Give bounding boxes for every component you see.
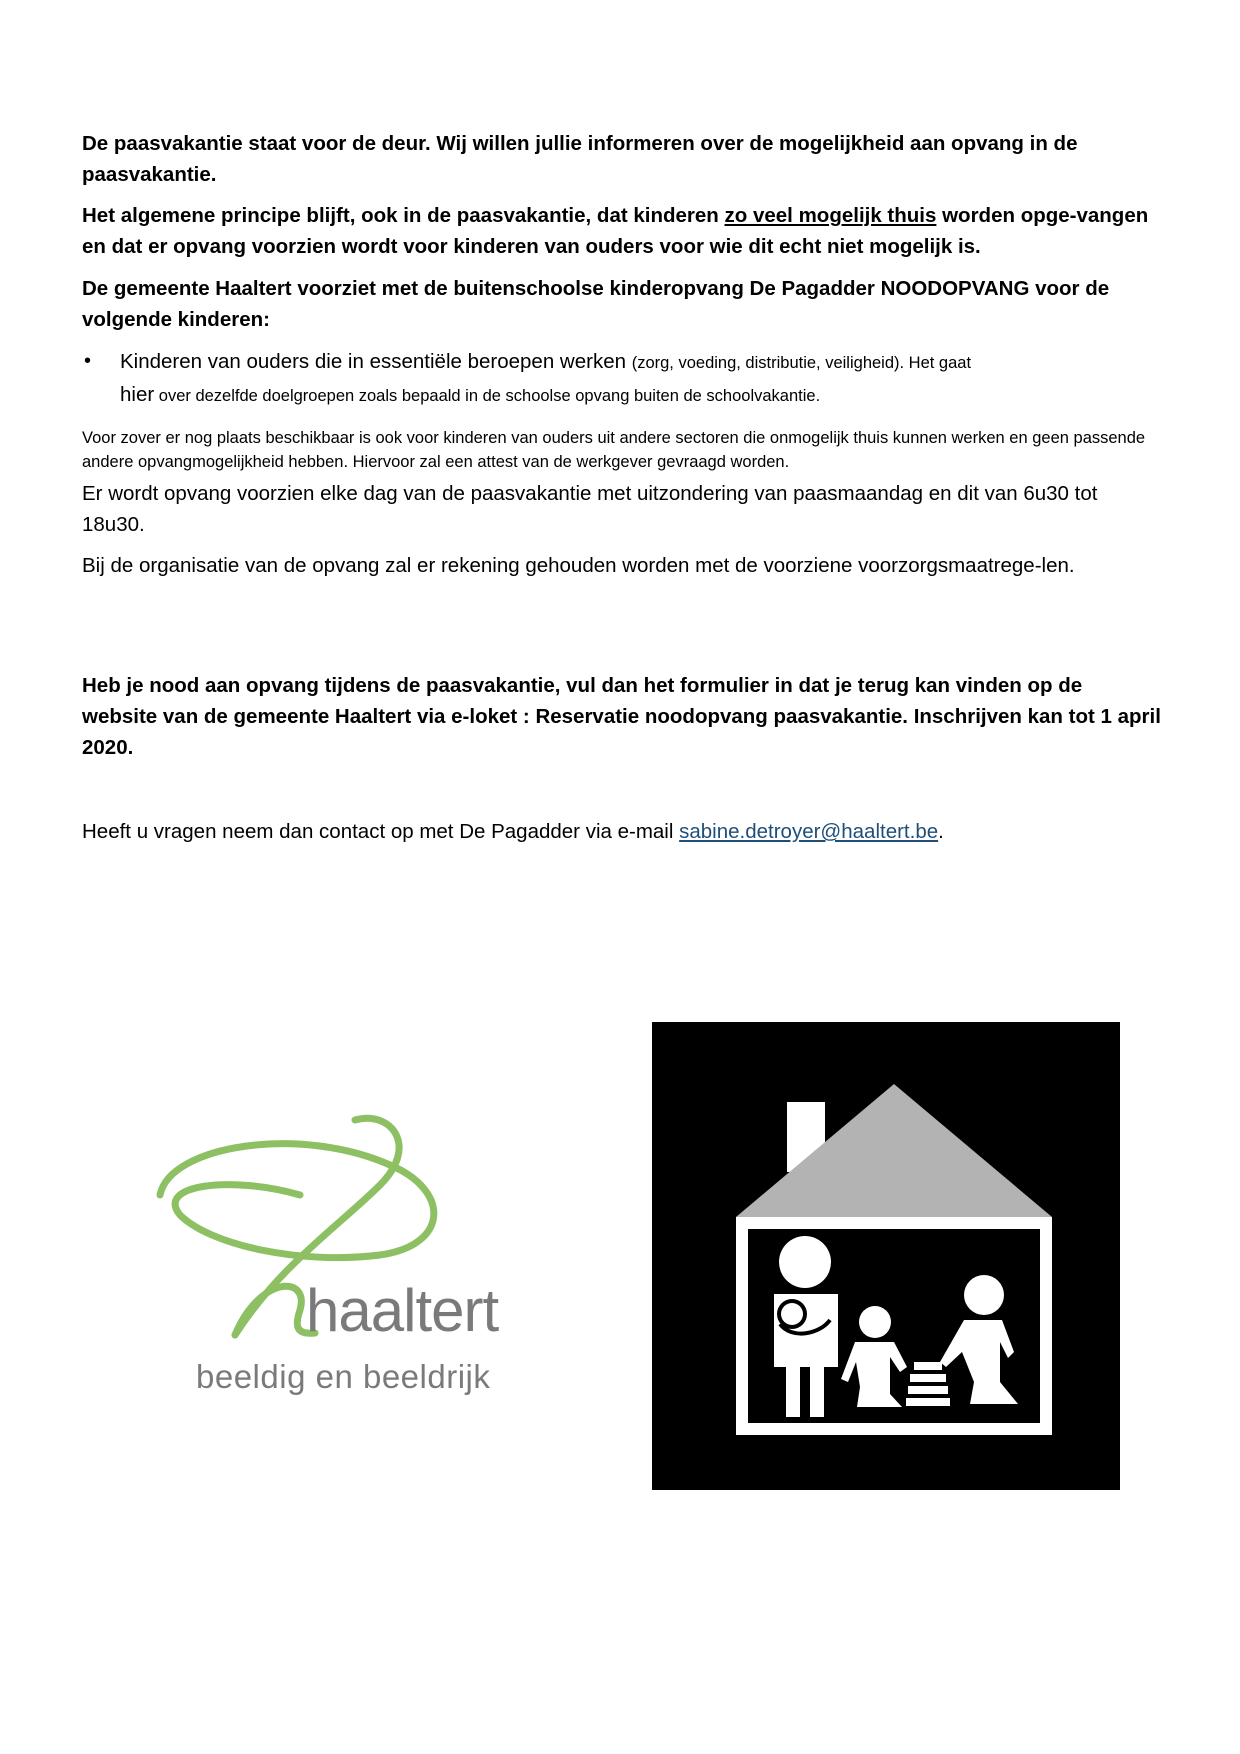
principle-text-end: worden opge-vangen en dat er opvang voorzien wordt voor kinderen van ouders voor wie dit echt niet mogelijk is.: [82, 204, 1149, 258]
schedule-text: Er wordt opvang voorzien elke dag van de paasvakantie met uitzondering van paasmaandag en dit van 6u30 tot 18u30.: [82, 482, 1098, 536]
schedule-paragraph: [82, 478, 1162, 540]
logo-name: haaltert: [306, 1277, 499, 1344]
principle-underlined-text: zo veel mogelijk thuis: [724, 204, 937, 227]
bullet-line2-text: hier: [120, 383, 155, 406]
measures-text: Bij de organisatie van de opvang zal er rekening gehouden worden met de voorziene voorzorgsmaatrege-len.: [82, 554, 1075, 577]
bullet-item: [82, 346, 1162, 408]
registration-paragraph: [82, 670, 1162, 763]
bullet-text: [120, 346, 1160, 412]
municipality-paragraph: [82, 273, 1162, 335]
contact-text: Heeft u vragen neem dan contact op met De Pagadder via e-mail: [82, 820, 680, 843]
toy-block-middle: [910, 1374, 946, 1382]
principle-paragraph: [82, 200, 1162, 262]
logo-swirl-h: [235, 1286, 315, 1335]
haaltert-logo: [150, 1105, 530, 1405]
toy-block-top: [914, 1362, 942, 1370]
haaltert-logo-graphic: [150, 1105, 530, 1405]
measures-paragraph: [82, 550, 1162, 581]
logo-swirl-loop: [160, 1144, 434, 1258]
bullet-line2-small-text: over dezelfde doelgroepen zoals bepaald in de schoolse opvang buiten de schoolvakantie.: [154, 387, 821, 405]
adult-head: [779, 1236, 831, 1288]
email-link[interactable]: sabine.detroyer@haaltert.be: [679, 820, 939, 843]
other-sectors-paragraph: [82, 426, 1162, 474]
home-childcare-pictogram: [652, 1022, 1120, 1490]
house-icon: [652, 1022, 1120, 1490]
bullet-main-text: Kinderen van ouders die in essentiële beroepen werken: [120, 350, 632, 373]
other-sectors-text: Voor zover er nog plaats beschikbaar is ook voor kinderen van ouders uit andere sectoren die onmogelijk thuis kunnen werken en geen passende andere opvangmogelijkheid hebben. Hiervoor zal een attest van de werkgever gevraagd worden.: [82, 429, 1146, 471]
roof-shape: [736, 1084, 1052, 1217]
registration-text: Heb je nood aan opvang tijdens de paasvakantie, vul dan het formulier in dat je terug kan vinden op de website van de gemeente Haaltert via e-loket : Reservatie noodopvang paasvakantie. Inschrijven kan tot 1 april 2020.: [82, 674, 1161, 759]
bullet-dot-icon: •: [84, 350, 92, 372]
baby-head: [781, 1303, 803, 1325]
older-child-head: [964, 1275, 1004, 1315]
logo-tagline: beeldig en beeldrijk: [196, 1358, 491, 1395]
intro-text: De paasvakantie staat voor de deur. Wij willen jullie informeren over de mogelijkheid aan opvang in de paasvakantie.: [82, 132, 1078, 186]
small-child-head: [859, 1306, 891, 1338]
toy-block-lower: [908, 1386, 948, 1394]
contact-end: .: [938, 820, 944, 843]
contact-paragraph: [82, 816, 1162, 847]
principle-text-start: Het algemene principe blijft, ook in de paasvakantie, dat kinderen: [82, 204, 725, 227]
bullet-main-small-text: (zorg, voeding, distributie, veiligheid). Het gaat: [631, 354, 972, 372]
municipality-text: De gemeente Haaltert voorziet met de buitenschoolse kinderopvang De Pagadder NOODOPVANG voor de volgende kinderen:: [82, 277, 1110, 331]
toy-block-bottom: [906, 1398, 950, 1406]
intro-paragraph: [82, 128, 1162, 190]
